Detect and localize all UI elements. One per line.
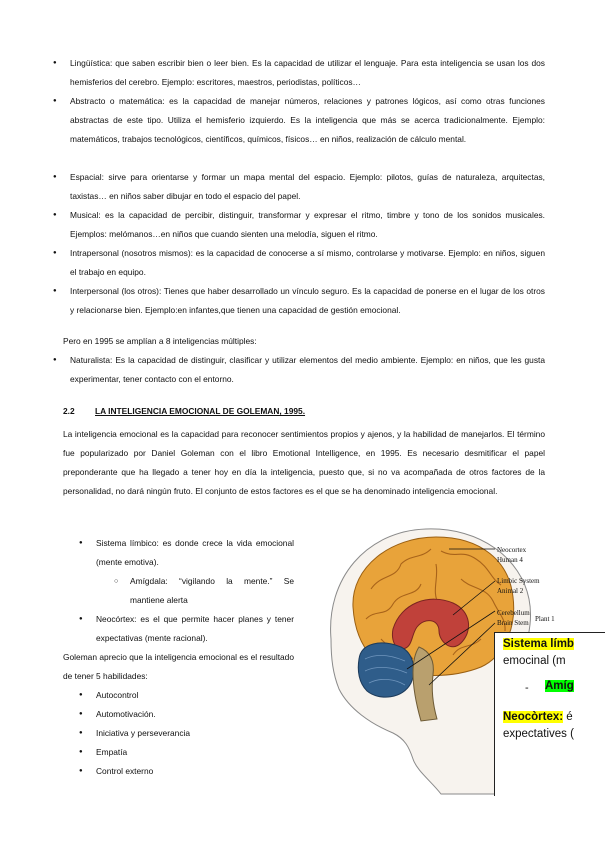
- bullet-amigdala: Amígdala: “vigilando la mente.” Se mantiene alerta: [130, 576, 294, 605]
- card-sistema: Sistema límb: [503, 638, 574, 650]
- circle-bullet-icon: ○: [114, 578, 119, 585]
- bullet-sistema-limbico: ● Sistema límbico: es donde crece la vida emocional (mente emotiva).: [96, 534, 294, 572]
- label-human: Human 4: [497, 556, 523, 564]
- bullet-interpersonal: ● Interpersonal (los otros): Tienes que haber desarrollado un vínculo seguro. Es la capacidad de ponerse en el lugar de los otros y relacionarse bien. Ejemplo:en infantes,que tienen una capacidad de gestión emocional.: [70, 282, 545, 320]
- skill-item: ● Automotivación.: [96, 705, 294, 724]
- skill-item: ● Empatía: [96, 743, 294, 762]
- section-title: LA INTELIGENCIA EMOCIONAL DE GOLEMAN, 1995.: [95, 406, 306, 416]
- bullet-linguistica: ● Lingüística: que saben escribir bien o leer bien. Es la capacidad de utilizar el lenguaje. Para esta inteligencia se usan los dos hemisferios del cerebro. Ejemplo: escritores, maestros, periodistas, políticos…: [70, 54, 545, 92]
- intro-1995: Pero en 1995 se amplían a 8 inteligencias múltiples:: [63, 336, 257, 346]
- bullet-musical: ● Musical: es la capacidad de percibir, distinguir, transformar y expresar el ritmo, timbre y tono de los sonidos musicales. Ejemplos: melómanos…en niños que cuando sienten una melodía, siguen el ritmo.: [70, 206, 545, 244]
- label-cerebellum: Cerebellum: [497, 609, 530, 617]
- label-neocortex: Neocortex: [497, 546, 527, 554]
- card-amigdala: Amíg: [545, 680, 574, 692]
- section-number: 2.2: [63, 406, 75, 416]
- bullet-neocortex: ● Neocórtex: es el que permite hacer planes y tener expectativas (mente racional).: [96, 610, 294, 648]
- skill-item: ● Autocontrol: [96, 686, 294, 705]
- bullet-matematica: ● Abstracto o matemática: es la capacidad de manejar números, relaciones y patrones lógicos, así como otras funciones abstractas de este tipo. Utiliza el hemisferio izquierdo. Es la inteligencia que más se acerca tradicionalmente. Ejemplo: matemáticos, trabajos tecnológicos, científicos, químicos, físicos… en niños, realización de cálculo mental.: [70, 92, 545, 149]
- section-heading: [63, 406, 305, 416]
- label-plant: Plant 1: [535, 615, 555, 623]
- card-neocortex: Neocòrtex: é: [503, 711, 573, 723]
- label-brainstem: Brain Stem: [497, 619, 529, 627]
- bullet-espacial: ● Espacial: sirve para orientarse y formar un mapa mental del espacio. Ejemplo: pilotos, guías de naturaleza, arquitectas, taxistas… en niños saber dibujar en todo el espacio del papel.: [70, 168, 545, 206]
- goleman-intro: Goleman aprecio que la inteligencia emocional es el resultado de tener 5 habilidades:: [63, 652, 294, 681]
- bullet-naturalista: ● Naturalista: Es la capacidad de distinguir, clasificar y utilizar elementos del medio ambiente. Ejemplo: en niños, que les gusta experimentar, tener contacto con el entorno.: [70, 351, 545, 389]
- label-limbic: Limbic System: [497, 577, 540, 585]
- section-paragraph: La inteligencia emocional es la capacidad para reconocer sentimientos propios y ajenos, y la habilidad de manejarlos. El término fue popularizado por Daniel Goleman con el libro Emotional Intelligence, en 1995. Es necesario desmitificar el papel preponderante que ha llegado a tener hoy en día la inteligencia, puesto que, si no va acompañada de otros factores de la personalidad, no dará ningún fruto. El conjunto de estos factores es el que se ha denominado inteligencia emocional.: [63, 429, 545, 496]
- bullet-intrapersonal: ● Intrapersonal (nosotros mismos): es la capacidad de conocerse a sí mismo, controlarse y motivarse. Ejemplo: en niños, siguen el trabajo en equipo.: [70, 244, 545, 282]
- figure-caption-card: [494, 632, 605, 796]
- label-animal: Animal 2: [497, 587, 524, 595]
- card-emocional: emocinal (m: [503, 655, 566, 667]
- skill-item: ● Iniciativa y perseverancia: [96, 724, 294, 743]
- card-expectatives: expectatives (: [503, 728, 574, 740]
- skill-item: ● Control externo: [96, 762, 294, 781]
- card-dash: -: [525, 682, 529, 694]
